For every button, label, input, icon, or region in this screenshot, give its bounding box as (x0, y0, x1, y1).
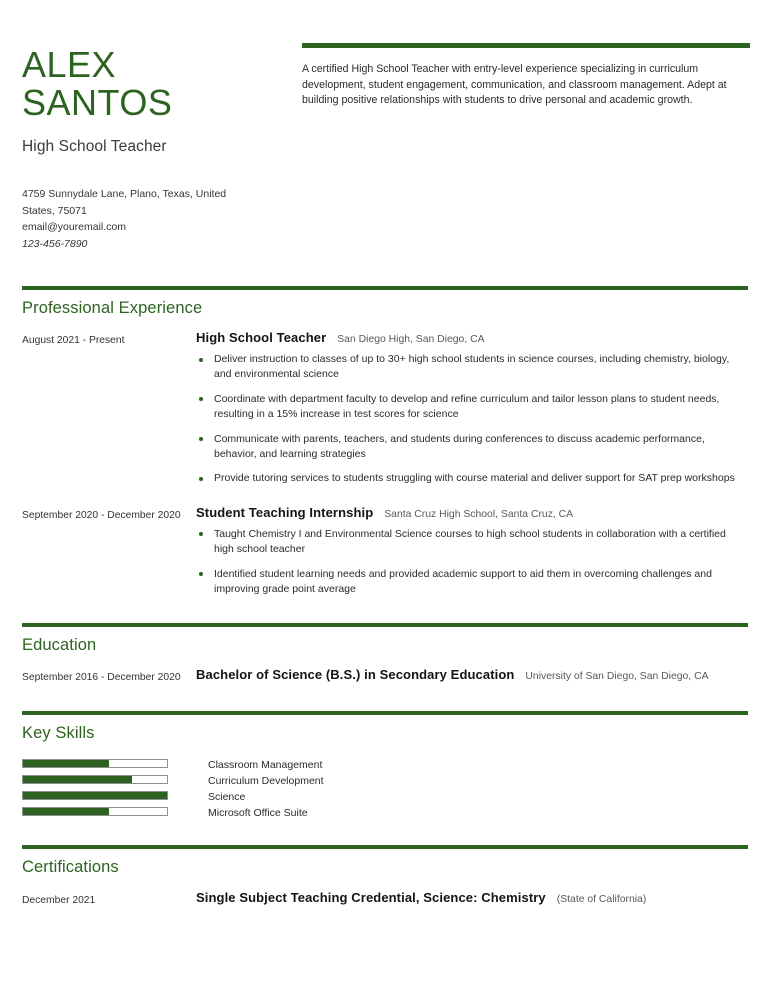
experience-entry-organization: Santa Cruz High School, Santa Cruz, CA (384, 508, 574, 520)
bullet-dot-icon (199, 397, 203, 401)
experience-entry-role: High School Teacher (196, 330, 327, 345)
contact-address-line-1: 4759 Sunnydale Lane, Plano, Texas, United (22, 188, 227, 200)
skills-container (22, 757, 748, 823)
bullet-text: Communicate with parents, teachers, and students during conferences to discuss academic performance, behavior, and learning strategies (214, 432, 705, 461)
candidate-first-name: ALEX (22, 44, 117, 85)
section-divider-experience (22, 286, 748, 290)
section-title-certifications: Certifications (22, 858, 119, 877)
bullet-dot-icon (199, 532, 203, 536)
candidate-name (22, 46, 290, 122)
bullet-item (196, 352, 748, 383)
skill-level-fill (23, 792, 167, 799)
section-professional-experience (0, 286, 768, 597)
header-accent-rule (302, 43, 750, 48)
education-entry-heading (196, 667, 748, 682)
section-education (0, 623, 768, 685)
skill-level-bar (22, 759, 168, 768)
experience-entry-role: Student Teaching Internship (196, 504, 374, 520)
bullet-text: Taught Chemistry I and Environmental Science courses to high school students in collaboration with a certified high school teacher (214, 527, 726, 556)
education-entry-body (188, 667, 748, 685)
resume-header (0, 0, 768, 252)
bullet-dot-icon (199, 477, 203, 481)
skill-bars-column (22, 757, 188, 823)
contact-details (22, 186, 290, 252)
experience-entry-organization: San Diego High, San Diego, CA (337, 334, 485, 345)
skill-level-bar (22, 775, 168, 784)
skill-level-bar (22, 791, 168, 800)
skill-label: Classroom Management (208, 759, 323, 772)
bullet-item (196, 567, 748, 598)
bullet-dot-icon (199, 572, 203, 576)
education-entry-institution: University of San Diego, San Diego, CA (525, 671, 709, 683)
header-summary-block (290, 40, 750, 252)
bullet-item (196, 432, 748, 463)
experience-entry-date: September 2020 - December 2020 (22, 509, 181, 521)
section-certifications (0, 845, 768, 908)
experience-entry-bullets (196, 527, 748, 598)
bullet-item (196, 392, 748, 423)
experience-entry-date: August 2021 - Present (22, 335, 125, 346)
professional-summary: A certified High School Teacher with entry-level experience specializing in curriculum development, student engagement, communication, and classroom management. Adept at building positive relationships with students to drive personal and academic growth. (302, 63, 727, 107)
bullet-text: Coordinate with department faculty to develop and refine curriculum and tailor lesson plans to student needs, resulting in a 15% increase in test scores for science (214, 392, 720, 421)
skill-label: Curriculum Development (208, 775, 324, 788)
candidate-job-title: High School Teacher (22, 138, 167, 155)
section-key-skills (0, 711, 768, 823)
experience-entry (22, 505, 748, 598)
experience-entry-heading (196, 330, 748, 345)
certification-entry (22, 890, 748, 908)
bullet-text: Identified student learning needs and provided academic support to aid them in overcoming challenges and improving grade point average (214, 567, 712, 596)
candidate-last-name: SANTOS (22, 82, 173, 123)
skill-label: Microsoft Office Suite (208, 807, 308, 820)
skill-level-bar (22, 807, 168, 816)
section-divider-certifications (22, 845, 748, 849)
bullet-text: Provide tutoring services to students struggling with course material and deliver support for SAT prep workshops (214, 472, 735, 485)
experience-entry-bullets (196, 352, 748, 487)
bullet-dot-icon (199, 358, 203, 362)
bullet-item (196, 471, 748, 486)
header-identity-block (22, 40, 290, 252)
certification-issuer: (State of California) (556, 894, 647, 906)
bullet-item (196, 527, 748, 558)
experience-entry-heading (196, 505, 748, 520)
contact-email[interactable]: email@youremail.com (22, 221, 127, 233)
bullet-text: Deliver instruction to classes of up to 30+ high school students in science courses, including chemistry, biology, and environmental science (214, 353, 730, 381)
experience-entry-body (188, 505, 748, 598)
section-divider-skills (22, 711, 748, 715)
section-title-experience: Professional Experience (22, 299, 203, 317)
skill-level-fill (23, 760, 109, 767)
section-divider-education (22, 623, 748, 627)
section-title-skills: Key Skills (22, 724, 95, 743)
education-entry-degree: Bachelor of Science (B.S.) in Secondary Education (196, 667, 515, 683)
contact-phone[interactable]: 123-456-7890 (22, 237, 88, 250)
experience-entry-body (188, 330, 748, 487)
education-entry-date: September 2016 - December 2020 (22, 672, 181, 684)
skill-level-fill (23, 776, 132, 783)
certification-name: Single Subject Teaching Credential, Science: Chemistry (196, 890, 546, 906)
section-title-education: Education (22, 636, 97, 655)
education-entry (22, 667, 748, 685)
experience-entry (22, 330, 748, 487)
certification-entry-date: December 2021 (22, 895, 96, 907)
bullet-dot-icon (199, 437, 203, 441)
certification-entry-body (188, 890, 748, 908)
skill-label: Science (208, 791, 246, 804)
certification-entry-heading (196, 890, 748, 905)
contact-address-line-2: States, 75071 (22, 204, 87, 217)
skill-level-fill (23, 808, 109, 815)
skill-labels-column (188, 757, 748, 823)
